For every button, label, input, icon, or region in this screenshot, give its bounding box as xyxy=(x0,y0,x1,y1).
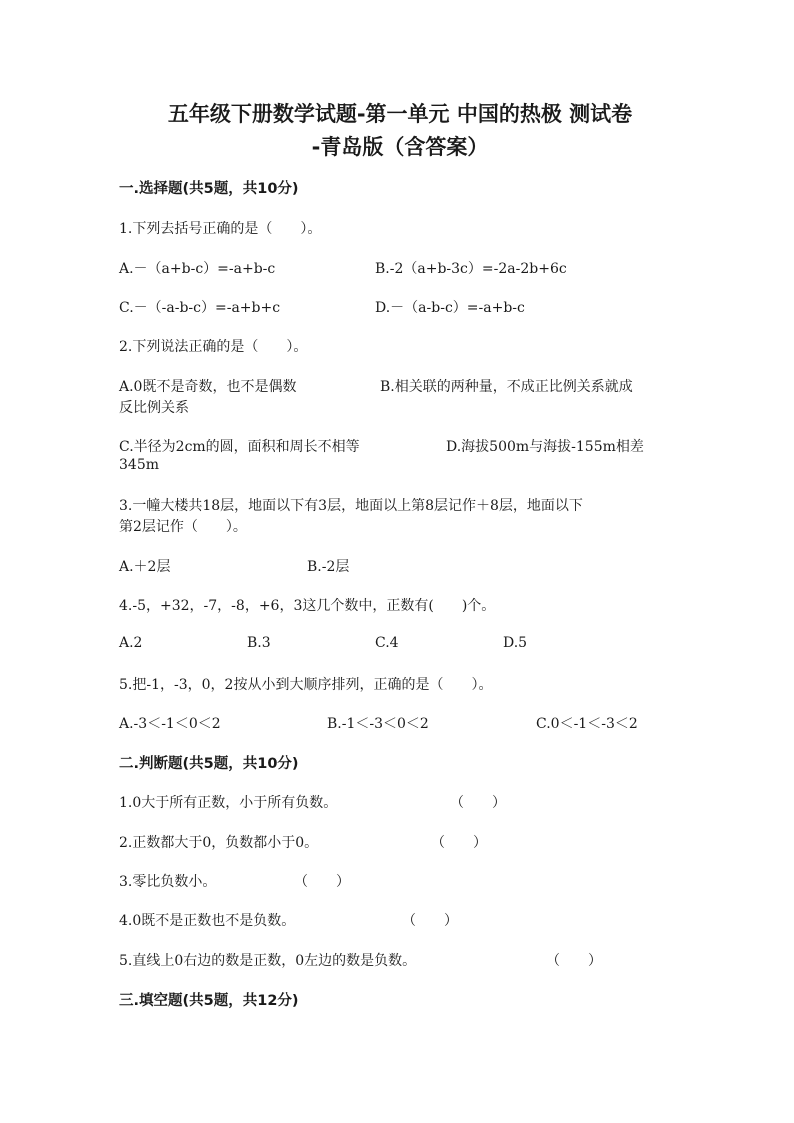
q2-option-b: B.相关联的两种量，不成正比例关系就成 xyxy=(380,379,633,395)
question-4: 4.-5，+32，-7，-8，+6，3这几个数中，正数有( )个。 xyxy=(119,598,496,614)
q2-option-a: A.0既不是奇数，也不是偶数 xyxy=(119,379,297,395)
judge-answer-bracket-1: （ ） xyxy=(450,795,506,811)
q4-option-b: B.3 xyxy=(247,635,271,651)
page-title-line2: -青岛版（含答案） xyxy=(311,135,489,159)
judge-item-1: 1.0大于所有正数，小于所有负数。 xyxy=(119,795,338,811)
page-title-line1: 五年级下册数学试题-第一单元 中国的热极 测试卷 xyxy=(167,102,633,126)
judge-answer-bracket-3: （ ） xyxy=(294,874,350,890)
q1-option-d: D.－（a-b-c）=-a+b-c xyxy=(375,300,525,316)
q2-option-b-cont: 反比例关系 xyxy=(119,400,189,416)
q4-option-d: D.5 xyxy=(503,635,528,651)
q3-option-b: B.-2层 xyxy=(307,559,350,575)
judge-item-2: 2.正数都大于0，负数都小于0。 xyxy=(119,835,319,851)
q5-option-b: B.-1＜-3＜0＜2 xyxy=(327,716,429,732)
judge-answer-bracket-5: （ ） xyxy=(546,953,602,969)
q5-option-a: A.-3＜-1＜0＜2 xyxy=(119,716,221,732)
section-heading-fill: 三.填空题(共5题，共12分) xyxy=(119,993,299,1009)
question-2: 2.下列说法正确的是（ ）。 xyxy=(119,339,308,355)
judge-item-5: 5.直线上0右边的数是正数，0左边的数是负数。 xyxy=(119,953,417,969)
q1-option-c: C.－（-a-b-c）=-a+b+c xyxy=(119,300,281,316)
judge-answer-bracket-4: （ ） xyxy=(402,913,458,929)
question-3-cont: 第2层记作（ ）。 xyxy=(119,519,247,535)
q1-option-b: B.-2（a+b-3c）=-2a-2b+6c xyxy=(375,261,567,277)
judge-item-3: 3.零比负数小。 xyxy=(119,874,217,890)
q2-option-d-cont: 345m xyxy=(119,457,159,473)
q5-option-c: C.0＜-1＜-3＜2 xyxy=(536,716,638,732)
q1-option-a: A.－（a+b-c）=-a+b-c xyxy=(119,261,276,277)
q2-option-d: D.海拔500m与海拔-155m相差 xyxy=(446,439,644,455)
section-heading-choice: 一.选择题(共5题，共10分) xyxy=(119,181,299,197)
q3-option-a: A.＋2层 xyxy=(119,559,171,575)
judge-answer-bracket-2: （ ） xyxy=(431,835,487,851)
judge-item-4: 4.0既不是正数也不是负数。 xyxy=(119,913,296,929)
question-5: 5.把-1，-3，0，2按从小到大顺序排列，正确的是（ ）。 xyxy=(119,677,493,693)
question-3: 3.一幢大楼共18层，地面以下有3层，地面以上第8层记作＋8层，地面以下 xyxy=(119,498,583,514)
q2-option-c: C.半径为2cm的圆，面积和周长不相等 xyxy=(119,439,360,455)
q4-option-c: C.4 xyxy=(375,635,399,651)
section-heading-judge: 二.判断题(共5题，共10分) xyxy=(119,756,299,772)
q4-option-a: A.2 xyxy=(119,635,143,651)
question-1: 1.下列去括号正确的是（ ）。 xyxy=(119,221,322,237)
